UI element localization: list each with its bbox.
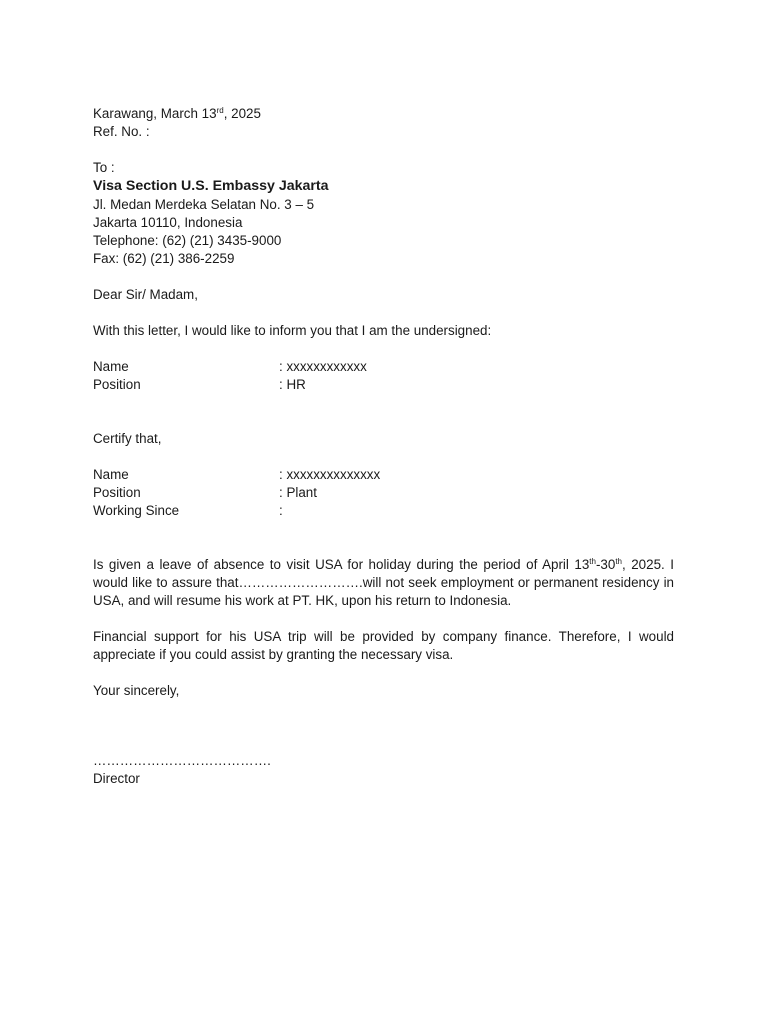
recipient-name: Visa Section U.S. Embassy Jakarta <box>93 178 329 194</box>
leave-text-a: Is given a leave of absence to visit USA for holiday during the period of April 13 <box>93 557 590 572</box>
employee-row <box>93 484 674 502</box>
intro-sentence: With this letter, I would like to inform you that I am the undersigned: <box>93 323 492 338</box>
field-label: Working Since <box>93 503 180 518</box>
employee-row <box>93 502 674 520</box>
field-label: Name <box>93 359 129 374</box>
recipient-address-line2: Jakarta 10110, Indonesia <box>93 215 243 230</box>
recipient-address-line1: Jl. Medan Merdeka Selatan No. 3 – 5 <box>93 197 315 212</box>
salutation: Dear Sir/ Madam, <box>93 287 198 302</box>
leave-text-b: -30 <box>595 557 616 572</box>
employee-details <box>93 466 674 520</box>
field-value: : <box>279 503 283 518</box>
leave-text-c: , 2025. I would like to assure that……………………….will not seek employment or permanent residency in USA, and will resume his work at PT. HK, upon his return to Indonesia. <box>93 557 674 608</box>
date-year: , 2025 <box>223 106 261 121</box>
date-text: Karawang, March 13 <box>93 106 217 121</box>
to-label: To : <box>93 160 115 175</box>
certify-line: Certify that, <box>93 431 162 446</box>
field-value: : HR <box>279 377 306 392</box>
field-label: Name <box>93 467 129 482</box>
field-value: : Plant <box>279 485 317 500</box>
letter-date <box>93 105 674 123</box>
undersigned-details <box>93 358 674 394</box>
signature-line: …………………………………. <box>93 753 271 768</box>
reference-number: Ref. No. : <box>93 124 150 139</box>
signatory-title: Director <box>93 771 140 786</box>
recipient-telephone: Telephone: (62) (21) 3435-9000 <box>93 233 282 248</box>
letter-document <box>93 105 674 788</box>
finance-paragraph: Financial support for his USA trip will be provided by company finance. Therefore, I would appreciate if you could assist by granting the necessary visa. <box>93 629 674 662</box>
field-value: : xxxxxxxxxxxx <box>279 359 367 374</box>
recipient-fax: Fax: (62) (21) 386-2259 <box>93 251 235 266</box>
date-ordinal-suffix: rd <box>216 106 224 115</box>
undersigned-row <box>93 358 674 376</box>
field-label: Position <box>93 377 141 392</box>
ordinal-suffix: th <box>589 557 596 566</box>
employee-row <box>93 466 674 484</box>
leave-paragraph <box>93 556 674 610</box>
closing: Your sincerely, <box>93 683 180 698</box>
undersigned-row <box>93 376 674 394</box>
field-value: : xxxxxxxxxxxxxx <box>279 467 381 482</box>
ordinal-suffix: th <box>615 557 622 566</box>
field-label: Position <box>93 485 141 500</box>
